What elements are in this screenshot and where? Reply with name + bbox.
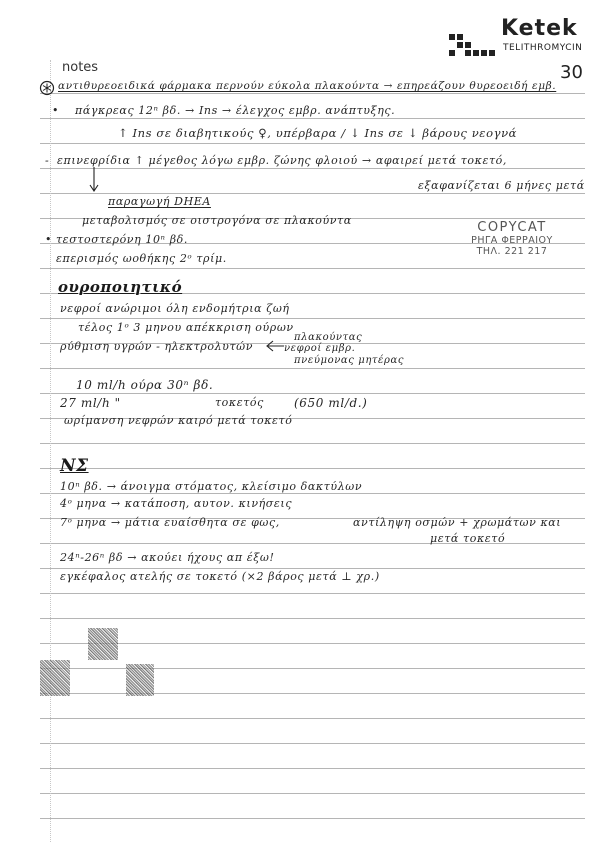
note-line: τοκετός [215,396,264,409]
asterisk-circle-icon [39,80,55,96]
branch-item: πνεύμονας μητέρας [294,355,405,366]
note-line: 7ᵒ μηνα → μάτια ευαίσθητα σε φως, [60,516,280,529]
note-line: μετά τοκετό [430,532,506,545]
section-heading-urinary: ουροποιητικό [58,278,183,296]
bullet: - [45,154,50,167]
ketek-logo [443,16,593,60]
margin-line [50,60,51,842]
scan-noise [126,664,154,696]
stamp-phone: ΤΗΛ. 221 217 [476,245,548,257]
logo-mark-icon [447,28,499,58]
left-arrow-icon [265,339,285,353]
notes-label: notes [62,60,99,75]
stamp-address: ΡΗΓΑ ΦΕΡΡΑΙΟΥ [471,234,553,246]
section-heading-ns: ΝΣ [60,456,89,476]
note-line: 10 ml/h ούρα 30ⁿ βδ. [76,378,214,392]
down-arrow-icon [88,166,100,194]
bullet: • [52,104,60,117]
note-line: τέλος 1ᵒ 3 μηνου απέκκριση ούρων [78,321,294,334]
note-line: παραγωγή DHEA [108,195,211,208]
bullet: • [45,233,53,246]
note-line: τεστοστερόνη 10ⁿ βδ. [56,233,188,246]
note-line: 24ⁿ-26ⁿ βδ → ακούει ήχους απ έξω! [60,551,275,564]
page-number: 30 [560,62,583,83]
note-line: 10ⁿ βδ. → άνοιγμα στόματος, κλείσιμο δακτύλων [60,480,363,493]
note-line: πάγκρεας 12ⁿ βδ. → Ins → έλεγχος εμβρ. ανάπτυξης. [75,104,396,117]
note-line: μεταβολισμός σε οιστρογόνα σε πλακούντα [82,214,352,227]
note-line: νεφροί ανώριμοι όλη ενδομήτρια ζωή [60,302,290,315]
note-line: αντιθυρεοειδικά φάρμακα περνούν εύκολα πλακούντα → επηρεάζουν θυρεοειδή εμβ. [58,80,557,92]
logo-name: Ketek [501,16,578,41]
note-line: εξαφανίζεται 6 μήνες μετά [418,179,585,192]
note-line: (650 ml/d.) [294,396,368,410]
scan-noise [40,660,70,696]
note-line: επερισμός ωοθήκης 2ᵒ τρίμ. [56,252,227,265]
note-line: επινεφρίδια ↑ μέγεθος λόγω εμβρ. ζώνης φλοιού → αφαιρεί μετά τοκετό, [57,154,507,167]
scan-noise [88,628,118,660]
note-line: εγκέφαλος ατελής σε τοκετό (×2 βάρος μετά ⊥ χρ.) [60,570,380,583]
branch-item: πλακούντας [294,332,363,343]
note-line: ρύθμιση υγρών - ηλεκτρολυτών [60,340,253,353]
logo-subtitle: TELITHROMYCIN [503,43,583,53]
note-line: ωρίμανση νεφρών καιρό μετά τοκετό [64,414,293,427]
note-line: ↑ Ins σε διαβητικούς ♀, υπέρβαρα / ↓ Ins σε ↓ βάρους νεογνά [118,126,518,140]
copycat-stamp [447,221,577,258]
stamp-title: COPYCAT [477,220,547,235]
note-line: αντίληψη οσμών + χρωμάτων και [353,516,562,529]
note-line: 4ᵒ μηνα → κατάποση, αυτον. κινήσεις [60,497,293,510]
branch-item: νεφροί εμβρ. [284,343,356,354]
note-line: 27 ml/h " [60,396,121,410]
